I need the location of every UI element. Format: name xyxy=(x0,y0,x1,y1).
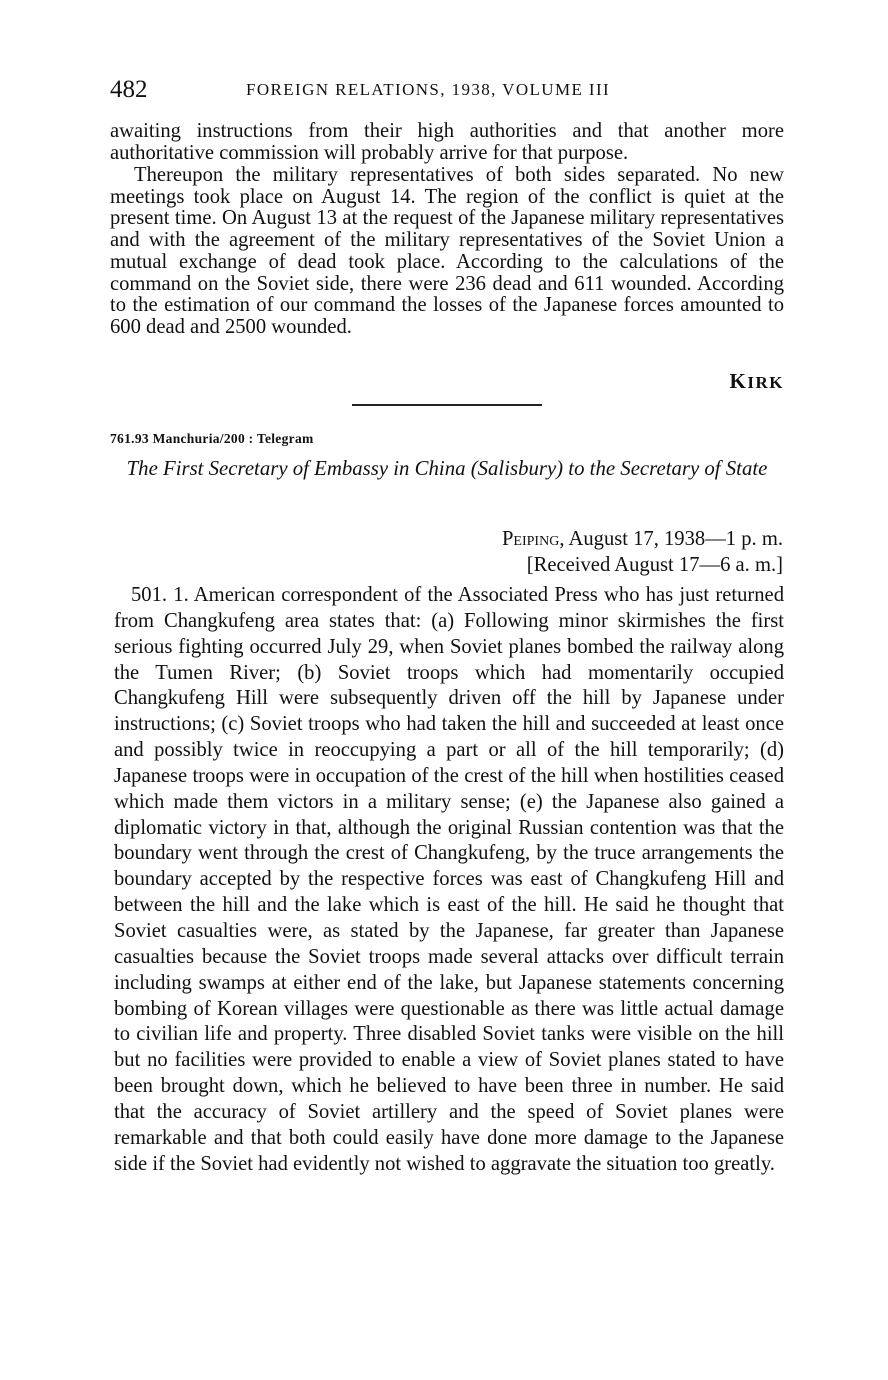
received-line: [Received August 17—6 a. m.] xyxy=(526,554,783,576)
section-divider xyxy=(352,404,542,406)
telegram-body: 501. 1. American correspondent of the Associated Press who has just returned from Changkufeng area states that: (a) Following minor skirmishes the first serious fighting occurred July 29, when Soviet planes bombed the railway along the Tumen River; (b) Soviet troops which had momentarily occupied Changkufeng Hill were subsequently driven off the hill by Japanese under instructions; (c) Soviet troops who had taken the hill and succeeded at least once and possibly twice in reoccupying a part or all of the hill temporarily; (d) Japanese troops were in occupation of the crest of the hill when hostilities ceased which made them victors in a military sense; (e) the Japanese also gained a diplomatic victory in that, although the original Russian contention was that the boundary went through the crest of Changkufeng, by the truce arrangements the boundary accepted by the respective forces was east of Changkufeng Hill and between the hill and the lake which is east of the hill. He said he thought that Soviet casualties were, as stated by the Japanese, far greater than Japanese casualties because the Soviet troops made several attacks over difficult terrain including swamps at either end of the lake, but Japanese statements concerning bombing of Korean villages were questionable as there was little actual damage to civilian life and property. Three disabled Soviet tanks were visible on the hill but no facilities were provided to enable a view of Soviet planes stated to have been brought down, which he believed to have been three in number. He said that the accuracy of Soviet artillery and the speed of Soviet planes were remarkable and that both could easily have done more damage to the Japanese side if the Soviet had evidently not wished to aggravate the situation too greatly. xyxy=(114,584,784,1175)
file-reference: 761.93 Manchuria/200 : Telegram xyxy=(110,431,314,446)
running-title: FOREIGN RELATIONS, 1938, VOLUME III xyxy=(246,80,611,99)
document-title: The First Secretary of Embassy in China (Salisbury) to the Secretary of State xyxy=(126,457,768,480)
dateline-place: Peiping xyxy=(501,528,560,550)
separation-paragraph: Thereupon the military representatives of both sides separated. No new meetings took place on August 14. The region of the conflict is quiet at the present time. On August 13 at the request of the Japanese military representatives and with the agreement of the military representatives of the Soviet Union a mutual exchange of dead took place. According to the calculations of the command on the Soviet side, there were 236 dead and 611 wounded. According to the estimation of our command the losses of the Japanese forces amounted to 600 dead and 2500 wounded. xyxy=(110,164,784,338)
dateline xyxy=(400,526,783,552)
signature-initial: K xyxy=(729,369,748,393)
page-header xyxy=(110,76,785,108)
page-number: 482 xyxy=(110,76,148,103)
signature-rest: IRK xyxy=(747,373,784,392)
continued-paragraph: awaiting instructions from their high authorities and that another more authoritative commission will probably arrive for that purpose. xyxy=(110,120,784,164)
signature xyxy=(600,369,784,394)
dateline-date: , August 17, 1938—1 p. m. xyxy=(559,528,783,550)
